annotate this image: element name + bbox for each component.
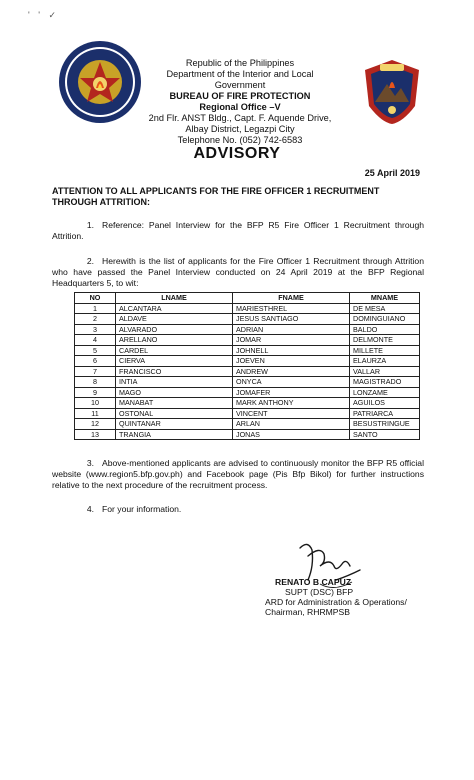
attention-line: ATTENTION TO ALL APPLICANTS FOR THE FIRE OFFICER 1 RECRUITMENT THROUGH ATTRITION: (52, 186, 380, 207)
letterhead-address-1: 2nd Flr. ANST Bldg., Capt. F. Aquende Drive, (148, 113, 332, 123)
cell-row-number: 11 (75, 408, 116, 419)
cell-middle-name: BESUSTRINGUE (350, 419, 420, 430)
cell-first-name: ARLAN (233, 419, 350, 430)
paragraph-3-text: Above-mentioned applicants are advised to continuously monitor the BFP R5 official website (www.region5.bfp.gov.ph) and Facebook page (Pis Bfp Bikol) for further instructions relative to the next procedure of the recruitment process. (52, 458, 424, 490)
letterhead-department: Department of the Interior and Local Government (166, 69, 314, 90)
cell-last-name: ALVARADO (116, 324, 233, 335)
cell-middle-name: VALLAR (350, 366, 420, 377)
cell-first-name: VINCENT (233, 408, 350, 419)
cell-middle-name: LONZAME (350, 387, 420, 398)
applicants-table (74, 292, 420, 440)
cell-row-number: 8 (75, 377, 116, 388)
table-row (75, 335, 420, 346)
cell-middle-name: BALDO (350, 324, 420, 335)
cell-middle-name: MILLETE (350, 345, 420, 356)
cell-middle-name: SANTO (350, 429, 420, 440)
cell-last-name: CIERVA (116, 356, 233, 367)
cell-first-name: MARK ANTHONY (233, 398, 350, 409)
bfp-seal-logo (58, 40, 142, 124)
letterhead-bureau: BUREAU OF FIRE PROTECTION (169, 91, 311, 101)
cell-last-name: ALCANTARA (116, 303, 233, 314)
cell-middle-name: DOMINGUIANO (350, 314, 420, 325)
cell-first-name: ANDREW (233, 366, 350, 377)
cell-last-name: MANABAT (116, 398, 233, 409)
cell-first-name: JOMAR (233, 335, 350, 346)
cell-middle-name: MAGISTRADO (350, 377, 420, 388)
document-title: ADVISORY (193, 145, 281, 162)
cell-middle-name: DELMONTE (350, 335, 420, 346)
column-header-lname: LNAME (116, 293, 233, 304)
table-row (75, 387, 420, 398)
paragraph-2-text: Herewith is the list of applicants for the Fire Officer 1 Recruitment through Attrition who have passed the Panel Interview conducted on 24 April 2019 at the BFP Regional Headquarters 5, to wit: (52, 256, 424, 288)
cell-last-name: TRANGIA (116, 429, 233, 440)
column-header-fname: FNAME (233, 293, 350, 304)
cell-row-number: 6 (75, 356, 116, 367)
letterhead-address-2: Albay District, Legazpi City (185, 124, 295, 134)
signatory-position-1: ARD for Administration & Operations/ (265, 597, 407, 607)
column-header-mname: MNAME (350, 293, 420, 304)
table-row (75, 408, 420, 419)
table-row (75, 429, 420, 440)
paragraph-1-number: 1. (86, 220, 94, 230)
cell-last-name: OSTONAL (116, 408, 233, 419)
cell-last-name: CARDEL (116, 345, 233, 356)
signature-block (265, 577, 407, 617)
cell-middle-name: ELAURZA (350, 356, 420, 367)
paragraph-4-number: 4. (86, 504, 94, 514)
cell-first-name: MARIESTHREL (233, 303, 350, 314)
cell-last-name: QUINTANAR (116, 419, 233, 430)
cell-row-number: 12 (75, 419, 116, 430)
cell-middle-name: DE MESA (350, 303, 420, 314)
table-row (75, 303, 420, 314)
paragraph-2 (52, 256, 424, 289)
signatory-name: RENATO B CAPUZ (275, 577, 352, 587)
letterhead-telephone: Telephone No. (052) 742-6583 (177, 135, 303, 145)
cell-row-number: 5 (75, 345, 116, 356)
cell-last-name: ALDAVE (116, 314, 233, 325)
letterhead-office: Regional Office –V (199, 102, 281, 112)
cell-row-number: 3 (75, 324, 116, 335)
cell-middle-name: PATRIARCA (350, 408, 420, 419)
cell-first-name: ONYCA (233, 377, 350, 388)
table-row (75, 314, 420, 325)
table-row (75, 356, 420, 367)
cell-row-number: 1 (75, 303, 116, 314)
cell-first-name: JOHNELL (233, 345, 350, 356)
cell-row-number: 4 (75, 335, 116, 346)
cell-first-name: JOEVEN (233, 356, 350, 367)
paragraph-1-text: Reference: Panel Interview for the BFP R5 Fire Officer 1 Recruitment through Attrition. (52, 220, 424, 241)
column-header-no: NO (75, 293, 116, 304)
cell-last-name: MAGO (116, 387, 233, 398)
paragraph-2-number: 2. (86, 256, 94, 266)
table-row (75, 366, 420, 377)
paragraph-1 (52, 220, 424, 242)
paragraph-4 (52, 504, 424, 515)
cell-row-number: 7 (75, 366, 116, 377)
paragraph-3-number: 3. (86, 458, 94, 468)
cell-first-name: JESUS SANTIAGO (233, 314, 350, 325)
table-row (75, 377, 420, 388)
letterhead-country: Republic of the Philippines (185, 58, 295, 68)
cell-first-name: ADRIAN (233, 324, 350, 335)
table-row (75, 345, 420, 356)
signatory-rank: SUPT (DSC) BFP (285, 587, 354, 597)
cell-first-name: JONAS (233, 429, 350, 440)
table-row (75, 324, 420, 335)
cell-last-name: FRANCISCO (116, 366, 233, 377)
cell-middle-name: AGUILOS (350, 398, 420, 409)
document-date: 25 April 2019 (364, 168, 420, 178)
letterhead (140, 58, 340, 146)
cell-row-number: 13 (75, 429, 116, 440)
paragraph-4-text: For your information. (102, 504, 182, 514)
corner-marks: ' ' ✓ (28, 10, 59, 20)
cell-first-name: JOMAFER (233, 387, 350, 398)
cell-row-number: 10 (75, 398, 116, 409)
cell-row-number: 9 (75, 387, 116, 398)
table-header-row (75, 293, 420, 304)
regional-office-logo (363, 58, 421, 126)
table-row (75, 398, 420, 409)
cell-row-number: 2 (75, 314, 116, 325)
paragraph-3 (52, 458, 424, 491)
table-row (75, 419, 420, 430)
cell-last-name: ARELLANO (116, 335, 233, 346)
cell-last-name: INTIA (116, 377, 233, 388)
signatory-position-2: Chairman, RHRMPSB (265, 607, 351, 617)
